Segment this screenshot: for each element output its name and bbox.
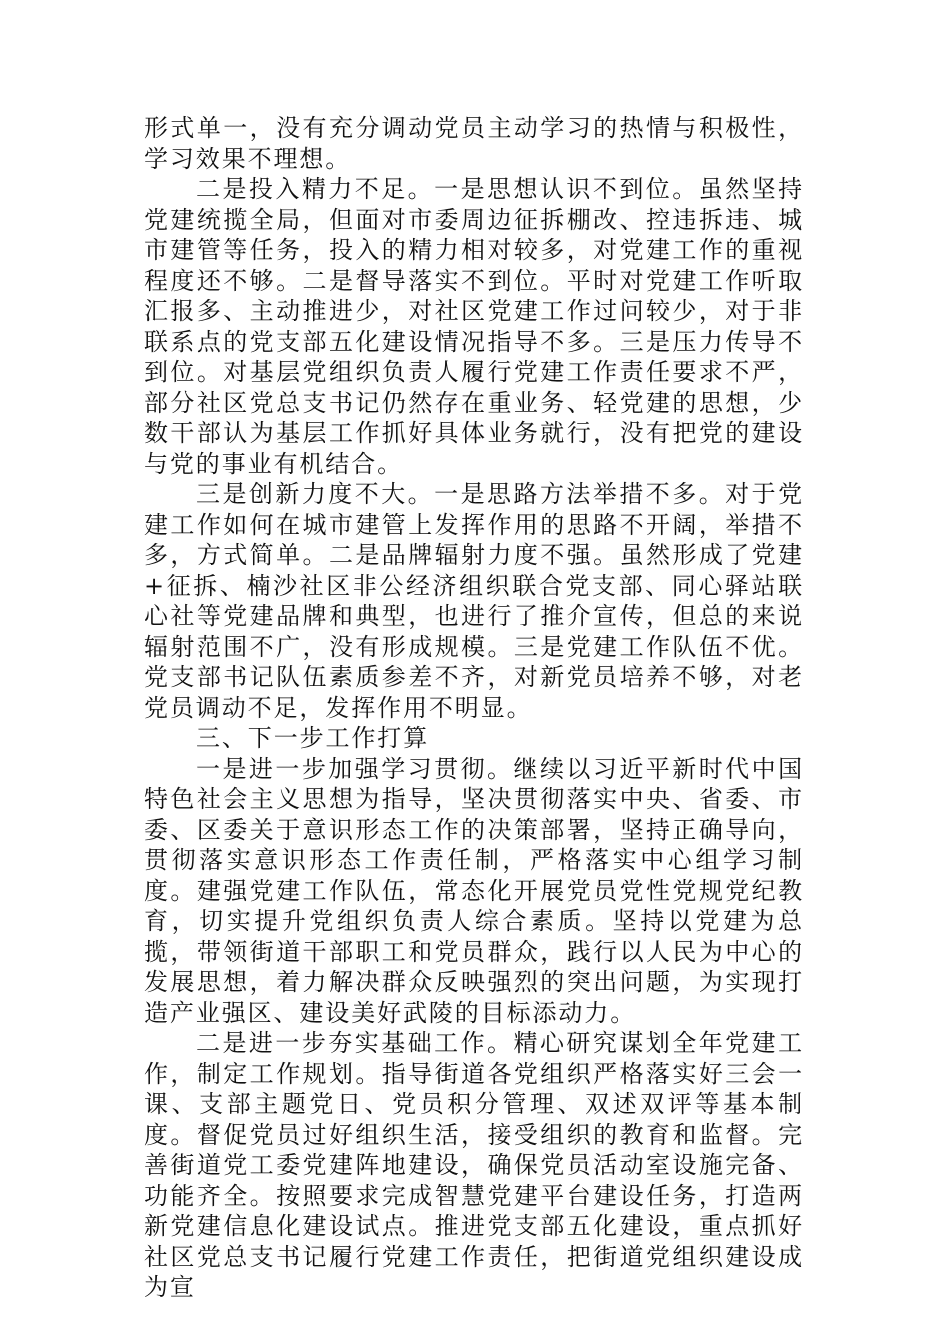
paragraph-insufficient-effort: 二是投入精力不足。一是思想认识不到位。虽然坚持党建统揽全局，但面对市委周边征拆棚改、控违拆违、城市建管等任务，投入的精力相对较多，对党建工作的重视程度还不够。二是督导落实不到位。平时对党建工作听取汇报多、主动推进少，对社区党建工作过问较少，对于非联系点的党支部五化建设情况指导不多。三是压力传导不到位。对基层党组织负责人履行党建工作责任要求不严，部分社区党总支书记仍然存在重业务、轻党建的思想，少数干部认为基层工作抓好具体业务就行，没有把党的建设与党的事业有机结合。	[144, 175, 804, 478]
paragraph-consolidate-foundation: 二是进一步夯实基础工作。精心研究谋划全年党建工作，制定工作规划。指导街道各党组织严格落实好三会一课、支部主题党日、党员积分管理、双述双评等基本制度。督促党员过好组织生活，接受组织的教育和监督。完善街道党工委党建阵地建设，确保党员活动室设施完备、功能齐全。按照要求完成智慧党建平台建设任务，打造两新党建信息化建设试点。推进党支部五化建设，重点抓好社区党总支书记履行党建工作责任，把街道党组织建设成为宣	[144, 1029, 804, 1301]
paragraph-weak-innovation: 三是创新力度不大。一是思路方法举措不多。对于党建工作如何在城市建管上发挥作用的思路不开阔，举措不多，方式简单。二是品牌辐射力度不强。虽然形成了党建+征拆、楠沙社区非公经济组织联合党支部、同心驿站联心社等党建品牌和典型，也进行了推介宣传，但总的来说辐射范围不广，没有形成规模。三是党建工作队伍不优。党支部书记队伍素质参差不齐，对新党员培养不够，对老党员调动不足，发挥作用不明显。	[144, 480, 804, 722]
paragraph-continuation: 形式单一，没有充分调动党员主动学习的热情与积极性，学习效果不理想。	[144, 114, 804, 173]
paragraph-strengthen-study: 一是进一步加强学习贯彻。继续以习近平新时代中国特色社会主义思想为指导，坚决贯彻落实中央、省委、市委、区委关于意识形态工作的决策部署，坚持正确导向，贯彻落实意识形态工作责任制，严格落实中心组学习制度。建强党建工作队伍，常态化开展党员党性党规党纪教育，切实提升党组织负责人综合素质。坚持以党建为总揽，带领街道干部职工和党员群众，践行以人民为中心的发展思想，着力解决群众反映强烈的突出问题，为实现打造产业强区、建设美好武陵的目标添动力。	[144, 754, 804, 1027]
document-page	[144, 113, 804, 1303]
section-heading-next-steps: 三、下一步工作打算	[196, 724, 430, 752]
